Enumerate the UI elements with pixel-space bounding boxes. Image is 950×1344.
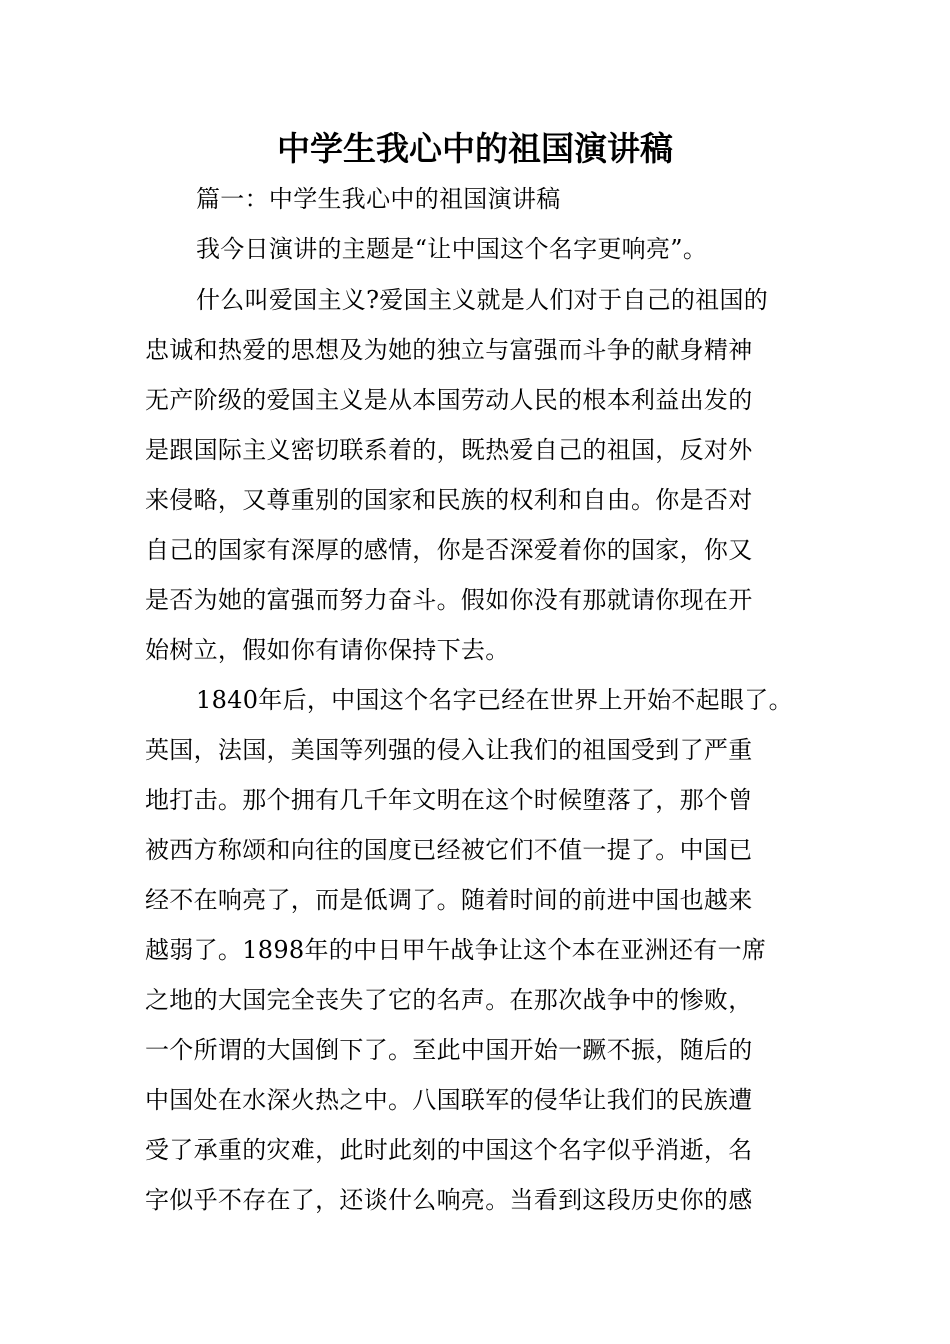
text-line: 地打击。那个拥有几千年文明在这个时候堕落了，那个曾 [145, 786, 753, 814]
text-line: 篇一：中学生我心中的祖国演讲稿 [196, 185, 561, 213]
text-line: 被西方称颂和向往的国度已经被它们不值一提了。中国已 [145, 836, 753, 864]
text-line: 字似乎不存在了，还谈什么响亮。当看到这段历史你的感 [145, 1186, 753, 1214]
text-line: 之地的大国完全丧失了它的名声。在那次战争中的惨败， [145, 986, 753, 1014]
text-line: 英国，法国，美国等列强的侵入让我们的祖国受到了严重 [145, 736, 753, 764]
text-line: 1840年后，中国这个名字已经在世界上开始不起眼了。 [196, 686, 793, 714]
text-line: 来侵略，又尊重别的国家和民族的权利和自由。你是否对 [145, 486, 753, 514]
text-line: 无产阶级的爱国主义是从本国劳动人民的根本利益出发的 [145, 386, 753, 414]
text-line: 始树立，假如你有请你保持下去。 [145, 636, 510, 664]
text-line: 我今日演讲的主题是“让中国这个名字更响亮”。 [196, 235, 708, 263]
text-line: 中国处在水深火热之中。八国联军的侵华让我们的民族遭 [145, 1086, 753, 1114]
text-line: 自己的国家有深厚的感情，你是否深爱着你的国家，你又 [145, 536, 753, 564]
text-line: 越弱了。1898年的中日甲午战争让这个本在亚洲还有一席 [145, 936, 767, 964]
text-line: 一个所谓的大国倒下了。至此中国开始一蹶不振，随后的 [145, 1036, 753, 1064]
text-line: 忠诚和热爱的思想及为她的独立与富强而斗争的献身精神 [145, 336, 753, 364]
text-line: 经不在响亮了，而是低调了。随着时间的前进中国也越来 [145, 886, 753, 914]
document-title: 中学生我心中的祖国演讲稿 [277, 129, 673, 168]
text-line: 是跟国际主义密切联系着的，既热爱自己的祖国，反对外 [145, 436, 753, 464]
text-line: 是否为她的富强而努力奋斗。假如你没有那就请你现在开 [145, 586, 753, 614]
text-line: 受了承重的灾难，此时此刻的中国这个名字似乎消逝，名 [145, 1136, 753, 1164]
text-line: 什么叫爱国主义?爱国主义就是人们对于自己的祖国的 [196, 286, 769, 314]
